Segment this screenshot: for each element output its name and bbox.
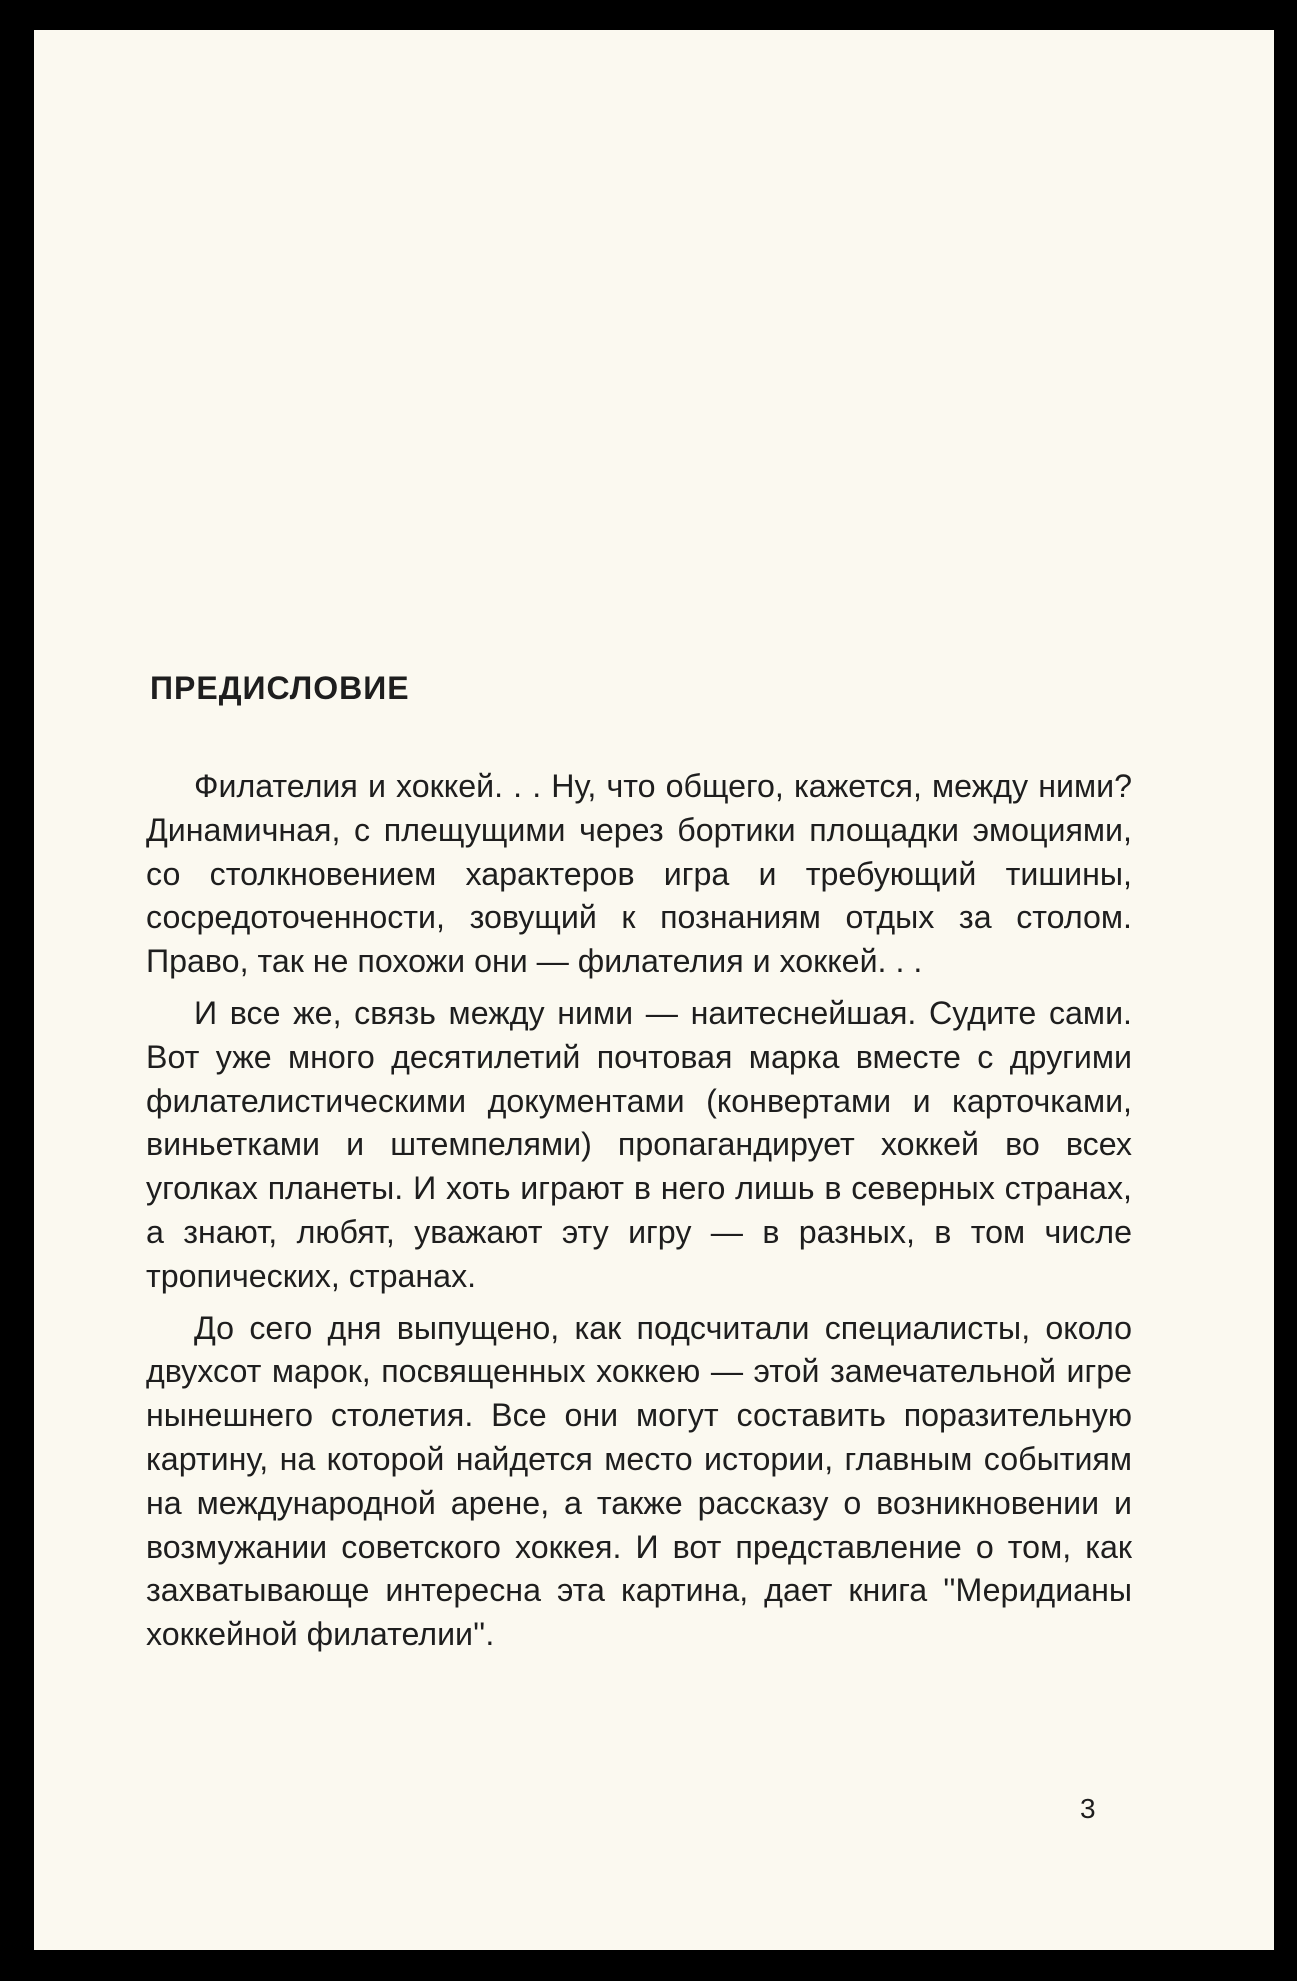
book-page [34, 30, 1274, 1950]
page-heading: ПРЕДИСЛОВИЕ [150, 670, 410, 706]
paragraph: До сего дня выпущено, как подсчитали специалисты, около двухсот марок, посвященных хоккею — этой замечательной игре нынешнего столетия. Все они могут составить поразительную картину, на которой найдется место истории, главным событиям на международной арене, а также рассказу о возникновении и возмужании советского хоккея. И вот представление о том, как захватывающе интересна эта картина, дает книга ''Меридианы хоккейной филателии''. [146, 1309, 1132, 1653]
page-number: 3 [1080, 1793, 1096, 1824]
paragraph: Филателия и хоккей. . . Ну, что общего, кажется, между ними? Динамичная, с плещущими через бортики площадки эмоциями, со столкновением характеров игра и требующий тишины, сосредоточенности, зовущий к познаниям отдых за столом. Право, так не похожи они — филателия и хоккей. . . [146, 768, 1132, 980]
paragraph: И все же, связь между ними — наитеснейшая. Судите сами. Вот уже много десятилетий почтовая марка вместе с другими филателистическими документами (конвертами и карточками, виньетками и штемпелями) пропагандирует хоккей во всех уголках планеты. И хоть играют в него лишь в северных странах, а знают, любят, уважают эту игру — в разных, в том числе тропических, странах. [146, 994, 1132, 1294]
body-text [146, 765, 1132, 1665]
